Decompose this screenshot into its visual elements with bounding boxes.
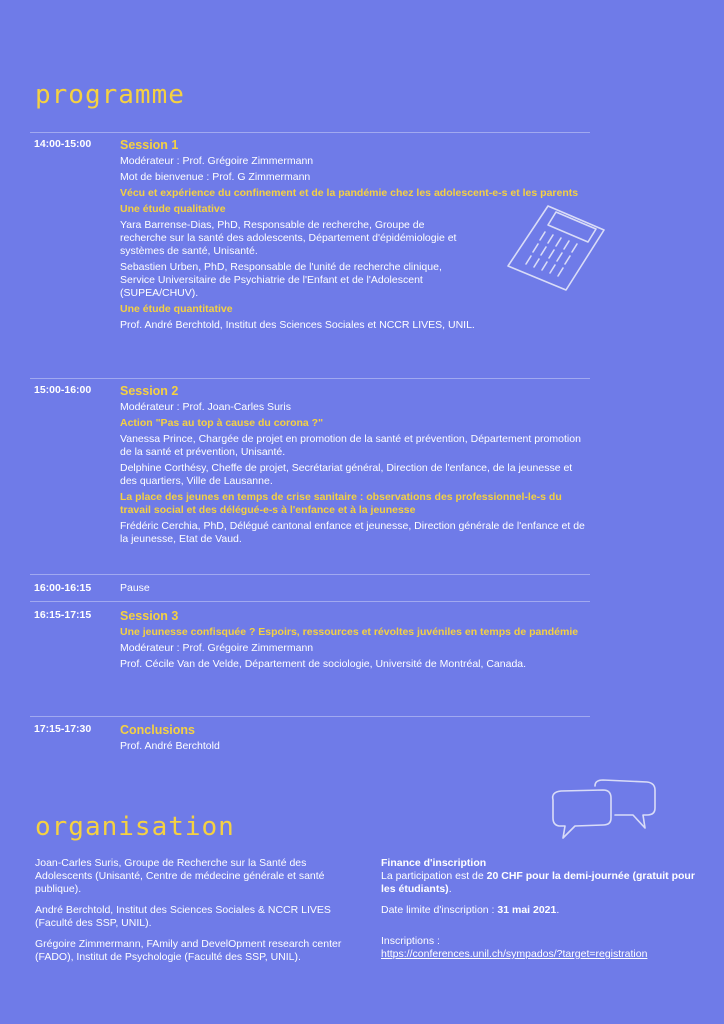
session-topic: Action "Pas au top à cause du corona ?": [120, 417, 324, 429]
session-time: 17:15-17:30: [34, 723, 92, 735]
welcome: Mot de bienvenue : Prof. G Zimmermann: [120, 171, 311, 183]
session-topic: La place des jeunes en temps de crise sanitaire : observations des professionnel-le-s du travail social et des délégué-e-s à l'enfance et à la jeunesse: [120, 491, 562, 516]
calculator-doodle-icon: [500, 200, 610, 295]
pause-label: Pause: [120, 582, 150, 594]
session-title: Session 1: [120, 138, 179, 152]
moderator: Modérateur : Prof. Joan-Carles Suris: [120, 401, 291, 413]
speech-bubbles-icon: [545, 778, 665, 858]
subtopic-title: Une étude qualitative: [120, 203, 226, 215]
speaker: Prof. André Berchtold, Institut des Sciences Sociales et NCCR LIVES, UNIL.: [120, 319, 475, 331]
divider: [30, 716, 590, 717]
speaker: Prof. Cécile Van de Velde, Département de sociologie, Université de Montréal, Canada.: [120, 658, 527, 670]
programme-title: programme: [35, 80, 185, 110]
session-title: Session 3: [120, 609, 179, 623]
speaker: Sebastien Urben, PhD, Responsable de l'unité de recherche clinique, Service Universitaire de Psychiatrie de l'Enfant et de l'Adolescent (SUPEA/CHUV).: [120, 261, 442, 299]
organisers: [35, 857, 345, 972]
organiser: Grégoire Zimmermann, FAmily and DevelOpment research center (FADO), Institut de Psychologie (Faculté des SSP, UNIL).: [35, 938, 342, 963]
session-time: 16:00-16:15: [34, 582, 92, 594]
deadline-label: Date limite d'inscription :: [381, 904, 498, 916]
registration-label: Inscriptions :: [381, 935, 440, 947]
divider: [30, 574, 590, 575]
speaker: Vanessa Prince, Chargée de projet en promotion de la santé et prévention, Département promotion de la santé et prévention, Unisanté.: [120, 433, 581, 458]
speaker: Delphine Corthésy, Cheffe de projet, Secrétariat général, Direction de l'enfance, de la jeunesse et des quartiers, Ville de Lausanne.: [120, 462, 573, 487]
session-title: Conclusions: [120, 723, 196, 737]
session-content: [120, 384, 590, 549]
speaker: Prof. André Berchtold: [120, 740, 220, 752]
divider: [30, 378, 590, 379]
session-time: 15:00-16:00: [34, 384, 92, 396]
session-time: 16:15-17:15: [34, 609, 92, 621]
registration-link[interactable]: https://conferences.unil.ch/sympados/?target=registration: [381, 948, 648, 960]
fees-end: .: [448, 883, 452, 895]
divider: [30, 601, 590, 602]
organiser: André Berchtold, Institut des Sciences Sociales & NCCR LIVES (Faculté des SSP, UNIL).: [35, 904, 331, 929]
session-title: Session 2: [120, 384, 179, 398]
speaker: Yara Barrense-Dias, PhD, Responsable de recherche, Groupe de recherche sur la santé des adolescents, Département d'épidémiologie et systèmes de santé, Unisanté.: [120, 219, 457, 257]
session-topic: Vécu et expérience du confinement et de la pandémie chez les adolescent-e-s et les parents: [120, 187, 579, 199]
subtopic-title: Une étude quantitative: [120, 303, 233, 315]
organiser: Joan-Carles Suris, Groupe de Recherche sur la Santé des Adolescents (Unisanté, Centre de médecine générale et santé publique).: [35, 857, 325, 895]
speaker: Frédéric Cerchia, PhD, Délégué cantonal enfance et jeunesse, Direction générale de l'enfance et de la jeunesse, Etat de Vaud.: [120, 520, 585, 545]
moderator: Modérateur : Prof. Grégoire Zimmermann: [120, 155, 314, 167]
session-content: [120, 723, 590, 756]
registration-info: [381, 857, 711, 969]
fees-title: Finance d'inscription: [381, 857, 487, 869]
deadline-date: 31 mai 2021: [497, 904, 557, 916]
session-time: 14:00-15:00: [34, 138, 92, 150]
organisation-title: organisation: [35, 812, 235, 842]
session-content: [120, 582, 590, 595]
moderator: Modérateur : Prof. Grégoire Zimmermann: [120, 642, 314, 654]
session-topic: Une jeunesse confisquée ? Espoirs, ressources et révoltes juvéniles en temps de pandémie: [120, 626, 579, 638]
fees-text: La participation est de: [381, 870, 487, 882]
fees-amount: 20 CHF pour la demi-journée (gratuit pour les étudiants): [381, 870, 695, 895]
session-content: [120, 609, 590, 674]
deadline-end: .: [556, 904, 560, 916]
divider: [30, 132, 590, 133]
